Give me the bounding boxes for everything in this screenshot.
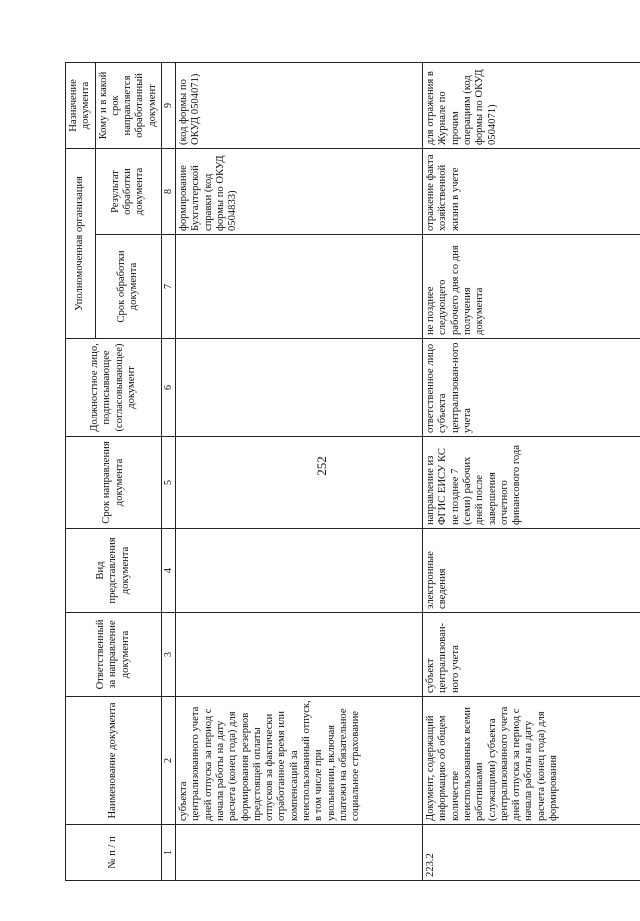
table-row bbox=[176, 63, 423, 881]
rotated-table-wrapper bbox=[65, 63, 635, 881]
header-row-1 bbox=[66, 63, 96, 881]
cell-destination: (код формы по ОКУД 0504071) bbox=[176, 63, 423, 149]
cell-org-term bbox=[176, 235, 423, 339]
header-group-org: Уполномоченная организация bbox=[66, 149, 96, 339]
cell-name: субъекта централизованного учета дней отпуска за период с начала работы на дату расчета (конец года) для формирования резервов предстоящей оплаты отпусков за фактически отработанное время или компенсаций за неиспользованный отпуск, в том числе при увольнении, включая платежи на обязательное социальное страхование bbox=[176, 697, 423, 825]
column-number: 7 bbox=[162, 235, 176, 339]
column-number: 1 bbox=[162, 825, 176, 881]
column-number: 8 bbox=[162, 149, 176, 235]
header-org-result: Результат обработки документа bbox=[95, 149, 161, 235]
column-number-row bbox=[162, 63, 176, 881]
header-org-term: Срок обработки документа bbox=[95, 235, 161, 339]
column-number: 2 bbox=[162, 697, 176, 825]
cell-view bbox=[176, 529, 423, 613]
header-deadline: Срок направления документа bbox=[66, 437, 162, 529]
column-number: 5 bbox=[162, 437, 176, 529]
column-number: 9 bbox=[162, 63, 176, 149]
cell-official: ответственное лицо субъекта централизован-ного учета bbox=[423, 339, 640, 437]
header-responsible: Ответственный за направление документа bbox=[66, 613, 162, 697]
header-destination: Кому и в какой срок направляется обработанный документ bbox=[95, 63, 161, 149]
cell-org-term: не позднее следующего рабочего дня со дня получения документа bbox=[423, 235, 640, 339]
cell-deadline: направление из ФГИС ЕИСУ КС не позднее 7 (семи) рабочих дней после завершения отчетного финансового года bbox=[423, 437, 640, 529]
column-number: 3 bbox=[162, 613, 176, 697]
cell-destination: для отражения в Журнале по прочим операциям (код формы по ОКУД 0504071) bbox=[423, 63, 640, 149]
column-number: 4 bbox=[162, 529, 176, 613]
header-name: Наименование документа bbox=[66, 697, 162, 825]
cell-org-result: формирование Бухгалтерской справки (код формы по ОКУД 0504833) bbox=[176, 149, 423, 235]
header-num: № п / п bbox=[66, 825, 162, 881]
page-number: 252 bbox=[314, 456, 329, 476]
header-view: Вид представления документа bbox=[66, 529, 162, 613]
cell-deadline bbox=[176, 437, 423, 529]
cell-num bbox=[176, 825, 423, 881]
cell-org-result: отражение факта хозяйственной жизни в учете bbox=[423, 149, 640, 235]
cell-name: Документ, содержащий информацию об общем количестве неиспользованных всеми работниками (служащими) субъекта централизованного учета дней отпуска за период с начала работы на дату расчета (конец года) для формирования bbox=[423, 697, 640, 825]
cell-responsible: субъект централизован-ного учета bbox=[423, 613, 640, 697]
cell-responsible bbox=[176, 613, 423, 697]
document-table bbox=[65, 62, 640, 881]
cell-view: электронные сведения bbox=[423, 529, 640, 613]
header-group-dest: Назначение документа bbox=[66, 63, 96, 149]
cell-official bbox=[176, 339, 423, 437]
column-number: 6 bbox=[162, 339, 176, 437]
table-row bbox=[423, 63, 640, 881]
cell-num: 223.2 bbox=[423, 825, 640, 881]
header-official: Должностное лицо, подписывающее (согласовывающее) документ bbox=[66, 339, 162, 437]
